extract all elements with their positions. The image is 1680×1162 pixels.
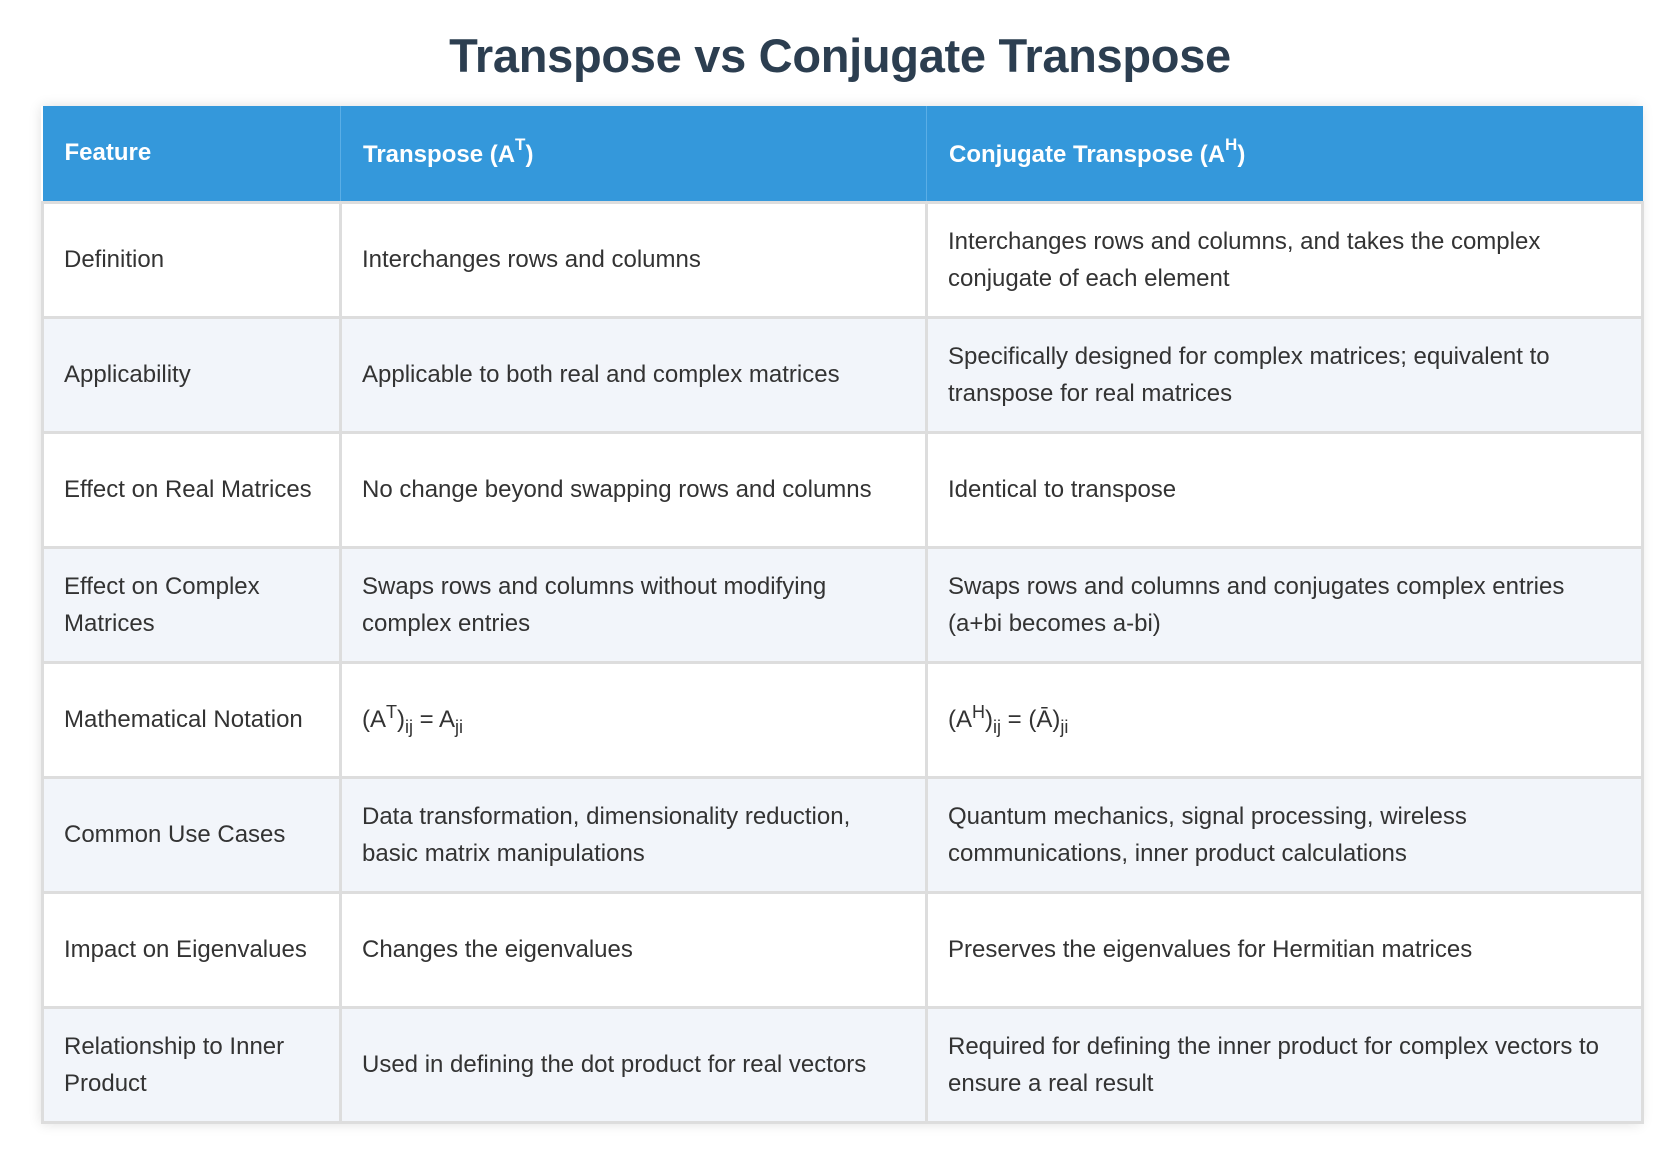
feature-cell: Effect on Real Matrices [43,432,341,547]
table-body [43,202,1643,1122]
feature-cell: Impact on Eigenvalues [43,892,341,1007]
transpose-notation-cell [341,662,927,777]
transpose-cell: Data transformation, dimensionality reduction, basic matrix manipulations [341,777,927,892]
transpose-notation-sub-ji: ji [455,716,464,737]
header-transpose-sup: T [515,134,526,154]
table-row [43,1007,1643,1122]
transpose-cell: No change beyond swapping rows and columns [341,432,927,547]
conjugate-notation-rhs: = (Ā) [1001,705,1061,733]
feature-cell: Relationship to Inner Product [43,1007,341,1122]
page-title: Transpose vs Conjugate Transpose [449,29,1231,82]
feature-cell: Definition [43,202,341,317]
table-row [43,432,1643,547]
conjugate-notation-sup: H [972,701,985,722]
table-row [43,202,1643,317]
table-row [43,892,1643,1007]
conjugate-cell: Identical to transpose [927,432,1643,547]
conjugate-notation-sub-ji: ji [1060,716,1069,737]
comparison-table [41,106,1644,1124]
header-conjugate-sup: H [1225,134,1238,154]
conjugate-cell: Swaps rows and columns and conjugates complex entries (a+bi becomes a-bi) [927,547,1643,662]
conjugate-cell: Required for defining the inner product for complex vectors to ensure a real result [927,1007,1643,1122]
table-row [43,547,1643,662]
header-feature [43,106,341,202]
comparison-table-container [41,106,1641,1124]
transpose-notation-sub-ij: ij [405,716,413,737]
conjugate-notation-sub-ij: ij [993,716,1001,737]
header-conjugate-label: Conjugate Transpose (A [949,140,1226,168]
transpose-notation-close: ) [397,705,405,733]
feature-cell: Common Use Cases [43,777,341,892]
table-header [43,106,1643,202]
conjugate-notation-close: ) [985,705,993,733]
conjugate-cell: Preserves the eigenvalues for Hermitian matrices [927,892,1643,1007]
header-conjugate-close: ) [1237,140,1246,168]
transpose-cell: Interchanges rows and columns [341,202,927,317]
conjugate-notation-cell [927,662,1643,777]
table-row [43,777,1643,892]
feature-cell: Applicability [43,317,341,432]
transpose-cell: Changes the eigenvalues [341,892,927,1007]
header-transpose-close: ) [525,140,534,168]
header-conjugate [927,106,1643,202]
transpose-cell: Swaps rows and columns without modifying complex entries [341,547,927,662]
conjugate-notation-open: (A [948,705,972,733]
transpose-notation-sup: T [386,701,397,722]
header-feature-label: Feature [64,139,152,167]
transpose-cell: Applicable to both real and complex matrices [341,317,927,432]
table-row [43,317,1643,432]
header-transpose [341,106,927,202]
header-transpose-label: Transpose (A [363,140,516,168]
table-row [43,662,1643,777]
transpose-cell: Used in defining the dot product for real vectors [341,1007,927,1122]
transpose-notation-rhs: = A [413,705,456,733]
feature-cell: Mathematical Notation [43,662,341,777]
conjugate-cell: Quantum mechanics, signal processing, wireless communications, inner product calculations [927,777,1643,892]
conjugate-cell: Specifically designed for complex matrices; equivalent to transpose for real matrices [927,317,1643,432]
header-row [43,106,1643,202]
transpose-notation-open: (A [362,705,386,733]
feature-cell: Effect on Complex Matrices [43,547,341,662]
conjugate-cell: Interchanges rows and columns, and takes the complex conjugate of each element [927,202,1643,317]
